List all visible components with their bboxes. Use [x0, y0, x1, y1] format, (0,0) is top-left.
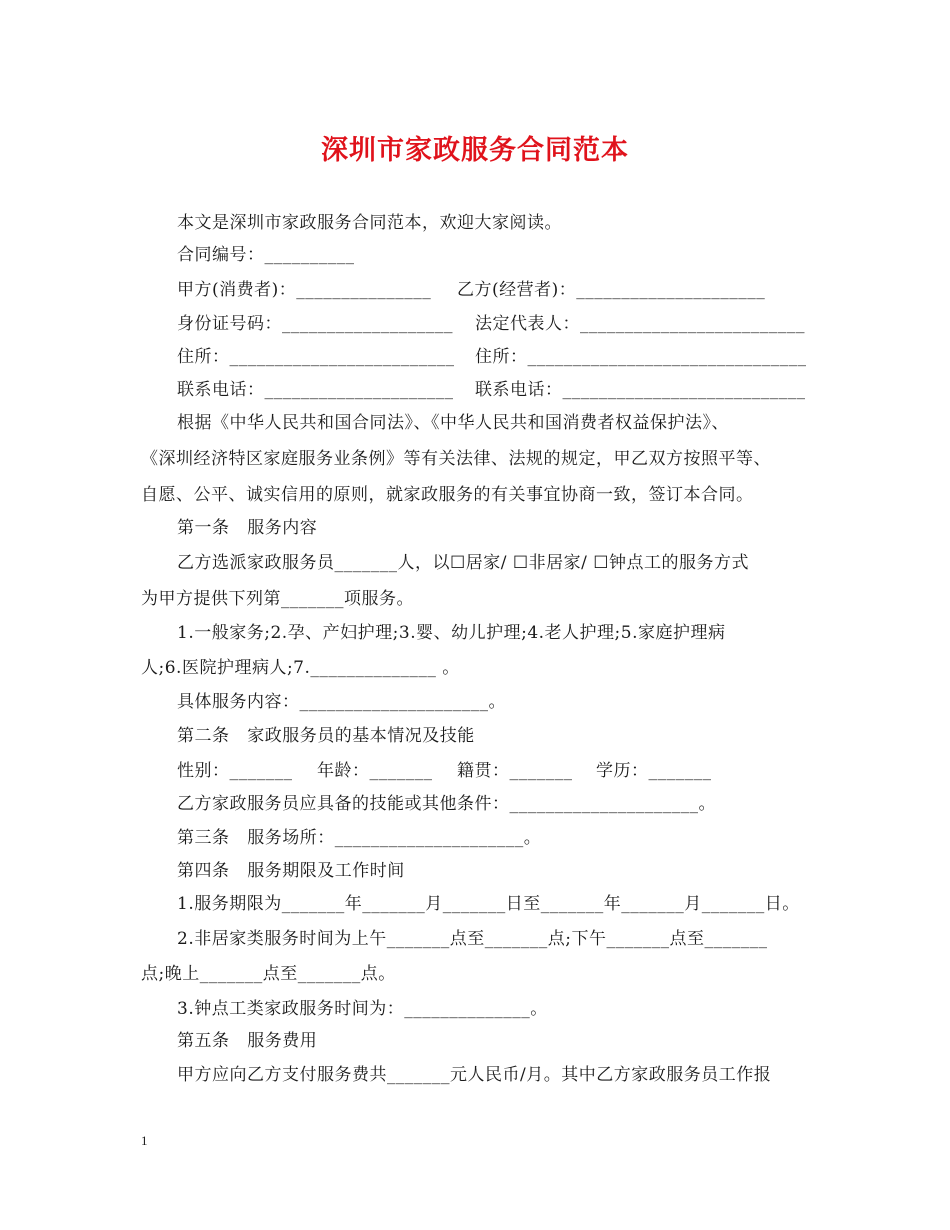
party-b-operator: 乙方(经营者)：_____________________	[457, 280, 766, 300]
party-a-phone: 联系电话：_____________________	[177, 380, 454, 400]
worker-skills: 乙方家政服务员应具备的技能或其他条件：_____________________。	[177, 794, 716, 814]
worker-gender: 性别：_______	[177, 761, 293, 781]
article-2-heading: 第二条 家政服务员的基本情况及技能	[177, 726, 475, 746]
preamble-line-3: 自愿、公平、诚实信用的原则，就家政服务的有关事宜协商一致，签订本合同。	[141, 485, 754, 505]
preamble-line-1: 根据《中华人民共和国合同法》、《中华人民共和国消费者权益保护法》、	[177, 413, 729, 433]
article-3-heading: 第三条 服务场所：_____________________。	[177, 828, 542, 848]
worker-age: 年龄：_______	[317, 761, 433, 781]
worker-education: 学历：_______	[596, 761, 712, 781]
non-resident-hours-2: 点;晚上_______点至_______点。	[141, 964, 396, 984]
article-5-heading: 第五条 服务费用	[177, 1031, 318, 1051]
hourly-service-time: 3.钟点工类家政服务时间为：______________。	[177, 999, 548, 1019]
party-a-address: 住所：_________________________	[177, 347, 455, 367]
preamble-line-2: 《深圳经济特区家庭服务业条例》等有关法律、法规的规定，甲乙双方按照平等、	[141, 449, 771, 469]
worker-origin: 籍贯：_______	[457, 761, 573, 781]
party-a-id-number: 身份证号码：___________________	[177, 314, 453, 334]
service-fee: 甲方应向乙方支付服务费共_______元人民币/月。其中乙方家政服务员工作报	[177, 1065, 772, 1085]
service-details: 具体服务内容：_____________________。	[177, 692, 506, 712]
article-1-heading: 第一条 服务内容	[177, 518, 318, 538]
party-b-phone: 联系电话：___________________________	[475, 380, 806, 400]
party-a-consumer: 甲方(消费者)：_______________	[177, 280, 432, 300]
service-period: 1.服务期限为_______年_______月_______日至_______年_______月_______日。	[177, 894, 800, 914]
party-b-legal-rep: 法定代表人：_________________________	[475, 314, 805, 334]
service-list-1: 1.一般家务;2.孕、产妇护理;3.婴、幼儿护理;4.老人护理;5.家庭护理病	[177, 623, 726, 643]
document-title: 深圳市家政服务合同范本	[321, 135, 629, 166]
intro-line: 本文是深圳市家政服务合同范本，欢迎大家阅读。	[177, 213, 562, 233]
article-1-body-1: 乙方选派家政服务员_______人，以☐居家/ ☐非居家/ ☐钟点工的服务方式	[177, 553, 749, 573]
non-resident-hours-1: 2.非居家类服务时间为上午_______点至_______点;下午_______点至_______	[177, 929, 768, 949]
party-b-address: 住所：_______________________________	[475, 347, 807, 367]
service-list-2: 人;6.医院护理病人;7.______________ 。	[141, 658, 460, 678]
article-1-body-2: 为甲方提供下列第_______项服务。	[141, 589, 414, 609]
page-number: 1	[141, 1133, 148, 1148]
contract-number: 合同编号：__________	[177, 245, 355, 265]
article-4-heading: 第四条 服务期限及工作时间	[177, 861, 405, 881]
